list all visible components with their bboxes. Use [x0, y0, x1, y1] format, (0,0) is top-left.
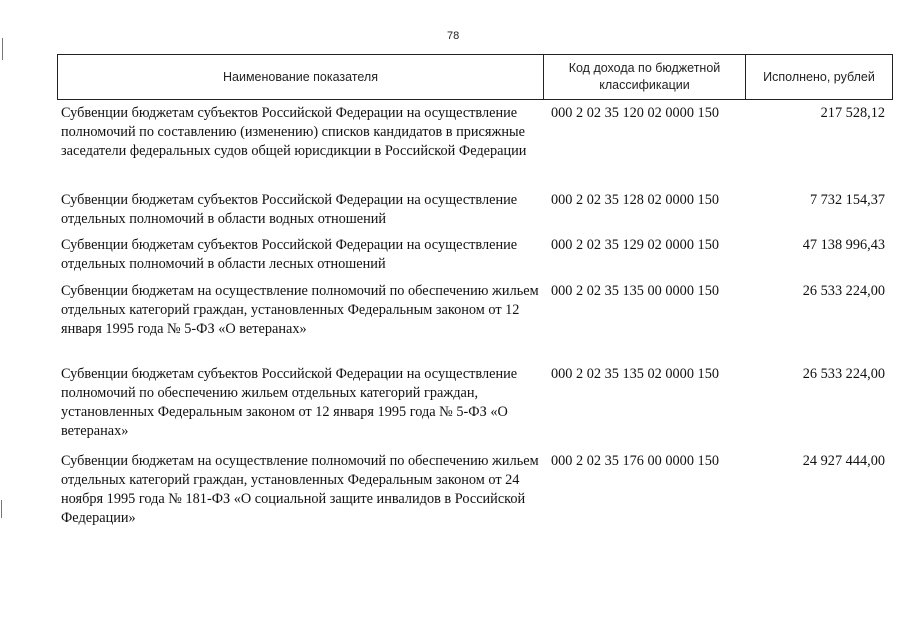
row-amount: 26 533 224,00: [802, 283, 885, 299]
row-name: Субвенции бюджетам на осуществление полномочий по обеспечению жильем отдельных категорий граждан, установленных Федеральным законом от 12 января 1995 года № 5-ФЗ «О ветеранах»: [61, 283, 539, 337]
scan-margin-mark: [1, 500, 2, 518]
row-amount: 217 528,12: [820, 105, 885, 121]
table-header: [57, 54, 893, 100]
header-code: Код дохода по бюджетной классификации: [544, 55, 746, 99]
row-code: 000 2 02 35 120 02 0000 150: [551, 105, 719, 121]
row-name: Субвенции бюджетам субъектов Российской Федерации на осуществление полномочий по составлению (изменению) списков кандидатов в присяжные заседатели федеральных судов общей юрисдикции в Российской Федерации: [61, 105, 527, 159]
page-number: 78: [447, 30, 460, 42]
row-amount: 24 927 444,00: [802, 453, 885, 469]
row-code: 000 2 02 35 135 02 0000 150: [551, 366, 719, 382]
row-amount: 26 533 224,00: [802, 366, 885, 382]
scan-margin-mark: [2, 38, 3, 60]
row-amount: 7 732 154,37: [809, 192, 885, 208]
row-name: Субвенции бюджетам субъектов Российской Федерации на осуществление отдельных полномочий в области водных отношений: [61, 192, 518, 227]
row-amount: 47 138 996,43: [802, 237, 885, 253]
row-code: 000 2 02 35 128 02 0000 150: [551, 192, 719, 208]
row-code: 000 2 02 35 129 02 0000 150: [551, 237, 719, 253]
row-name: Субвенции бюджетам субъектов Российской Федерации на осуществление полномочий по обеспечению жильем отдельных категорий граждан, установленных Федеральным законом от 12 января 1995 года № 5-ФЗ «О ветеранах»: [61, 366, 518, 439]
row-name: Субвенции бюджетам субъектов Российской Федерации на осуществление отдельных полномочий в области лесных отношений: [61, 237, 518, 272]
row-code: 000 2 02 35 176 00 0000 150: [551, 453, 719, 469]
row-code: 000 2 02 35 135 00 0000 150: [551, 283, 719, 299]
header-name: Наименование показателя: [58, 55, 544, 99]
header-amount: Исполнено, рублей: [763, 69, 875, 84]
row-name: Субвенции бюджетам на осуществление полномочий по обеспечению жильем отдельных категорий граждан, установленных Федеральным законом от 24 ноября 1995 года № 181-ФЗ «О социальной защите инвалидов в Российской Федерации»: [61, 453, 539, 526]
